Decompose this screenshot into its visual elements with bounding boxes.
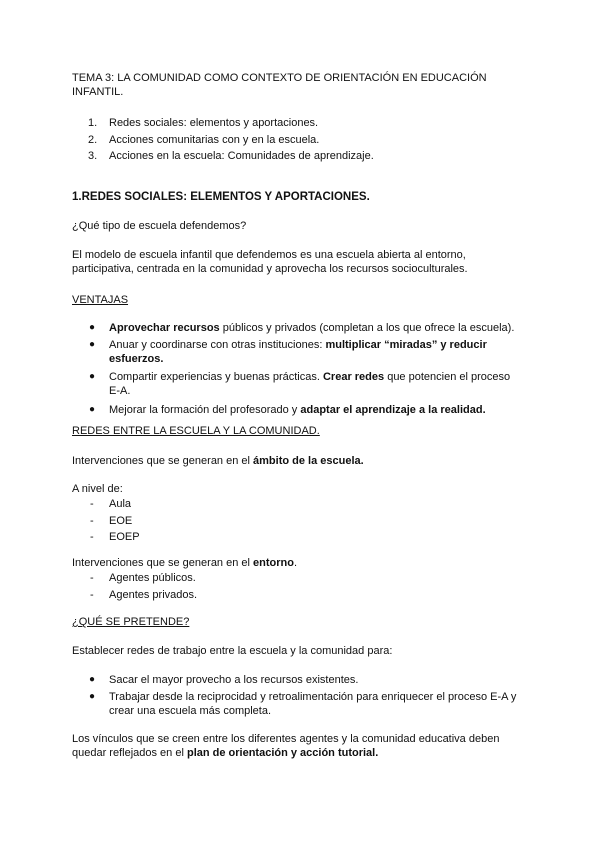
bullet-icon: ● <box>89 338 96 350</box>
list-text: Agentes privados. <box>109 588 198 601</box>
establecer-text: Establecer redes de trabajo entre la escuela y la comunidad para: <box>72 645 393 657</box>
interv-escuela-text <box>72 454 532 468</box>
list-item <box>72 530 532 544</box>
bullet-icon: ● <box>89 322 96 333</box>
section-heading: 1.REDES SOCIALES: ELEMENTOS Y APORTACIONES. <box>72 191 370 203</box>
nivel-label: A nivel de: <box>72 483 123 495</box>
list-text: Mejorar la formación del profesorado y <box>109 403 301 416</box>
list-item <box>72 133 532 147</box>
niveles-list <box>72 497 532 547</box>
paragraph-text: Intervenciones que se generan en el <box>72 455 254 467</box>
list-number: 1. <box>88 117 98 129</box>
vinculos-paragraph <box>72 732 532 760</box>
paragraph-line: quedar reflejados en el <box>72 747 187 759</box>
list-item <box>72 497 532 511</box>
emphasis: Crear redes <box>322 371 385 383</box>
ventajas-heading: VENTAJAS <box>72 294 129 306</box>
page-title <box>72 71 532 99</box>
dash-marker: - <box>90 588 94 601</box>
list-number: 3. <box>88 150 98 162</box>
list-text: Sacar el mayor provecho a los recursos existentes. <box>109 674 359 686</box>
emphasis: ámbito de la escuela. <box>253 455 364 467</box>
paragraph-text: . <box>293 557 298 569</box>
pretende-heading: ¿QUÉ SE PRETENDE? <box>72 616 190 628</box>
dash-marker: - <box>90 572 94 584</box>
list-item <box>72 149 532 163</box>
list-item <box>72 321 532 335</box>
emphasis: plan de orientación y acción tutorial. <box>186 747 379 759</box>
agentes-list <box>72 571 532 604</box>
objetivos-list <box>72 673 532 722</box>
intro-line-2: participativa, centrada en la comunidad y aprovecha los recursos socioculturales. <box>72 263 468 275</box>
list-text: EOEP <box>109 531 140 543</box>
question-text: ¿Qué tipo de escuela defendemos? <box>72 220 247 232</box>
dash-marker: - <box>90 498 94 510</box>
list-text: Agentes públicos. <box>109 572 196 584</box>
bullet-icon: ● <box>89 674 96 685</box>
list-item <box>72 673 532 687</box>
dash-marker: - <box>90 514 94 527</box>
list-item <box>72 588 532 602</box>
list-item <box>72 370 532 400</box>
list-item <box>72 338 532 368</box>
index-list <box>72 116 532 166</box>
intro-line-1: El modelo de escuela infantil que defendemos es una escuela abierta al entorno, <box>72 249 466 261</box>
list-text: que potencien el proceso <box>384 371 511 383</box>
paragraph-line: Los vínculos que se creen entre los diferentes agentes y la comunidad educativa deben <box>72 733 500 745</box>
list-text: Aula <box>109 498 132 510</box>
emphasis: esfuerzos. <box>109 352 164 365</box>
list-text: Redes sociales: elementos y aportaciones. <box>109 117 319 129</box>
bullet-icon: ● <box>89 403 96 415</box>
list-text: Compartir experiencias y buenas prácticas. <box>109 371 323 383</box>
list-text: Anuar y coordinarse con otras instituciones: <box>109 338 326 351</box>
list-item <box>72 690 532 720</box>
title-line-1: TEMA 3: LA COMUNIDAD COMO CONTEXTO DE ORIENTACIÓN EN EDUCACIÓN <box>72 72 487 84</box>
dash-marker: - <box>90 531 94 543</box>
bullet-icon: ● <box>89 690 96 702</box>
redes-heading: REDES ENTRE LA ESCUELA Y LA COMUNIDAD. <box>72 425 320 437</box>
list-text: Acciones en la escuela: Comunidades de aprendizaje. <box>109 150 374 162</box>
list-text: Acciones comunitarias con y en la escuela. <box>109 133 320 146</box>
list-item <box>72 571 532 585</box>
emphasis: Aprovechar recursos <box>109 322 220 334</box>
list-text: Trabajar desde la reciprocidad y retroalimentación para enriquecer el proceso E-A y <box>109 690 517 703</box>
intro-paragraph <box>72 248 532 276</box>
list-item <box>72 116 532 130</box>
list-text: EOE <box>109 514 133 527</box>
bullet-icon: ● <box>89 371 96 382</box>
list-item <box>72 514 532 528</box>
ventajas-list <box>72 321 532 419</box>
title-line-2: INFANTIL. <box>72 86 124 98</box>
list-text: E-A. <box>109 385 131 397</box>
paragraph-text: Intervenciones que se generan en el <box>72 557 254 569</box>
list-item <box>72 403 532 417</box>
list-number: 2. <box>88 133 98 146</box>
emphasis: multiplicar “miradas” y reducir <box>325 338 487 351</box>
list-text: crear una escuela más completa. <box>109 704 272 717</box>
list-text: públicos y privados (completan a los que ofrece la escuela). <box>219 322 515 334</box>
emphasis: entorno <box>253 557 294 569</box>
emphasis: adaptar el aprendizaje a la realidad. <box>300 403 486 416</box>
interv-entorno-text <box>72 556 532 570</box>
